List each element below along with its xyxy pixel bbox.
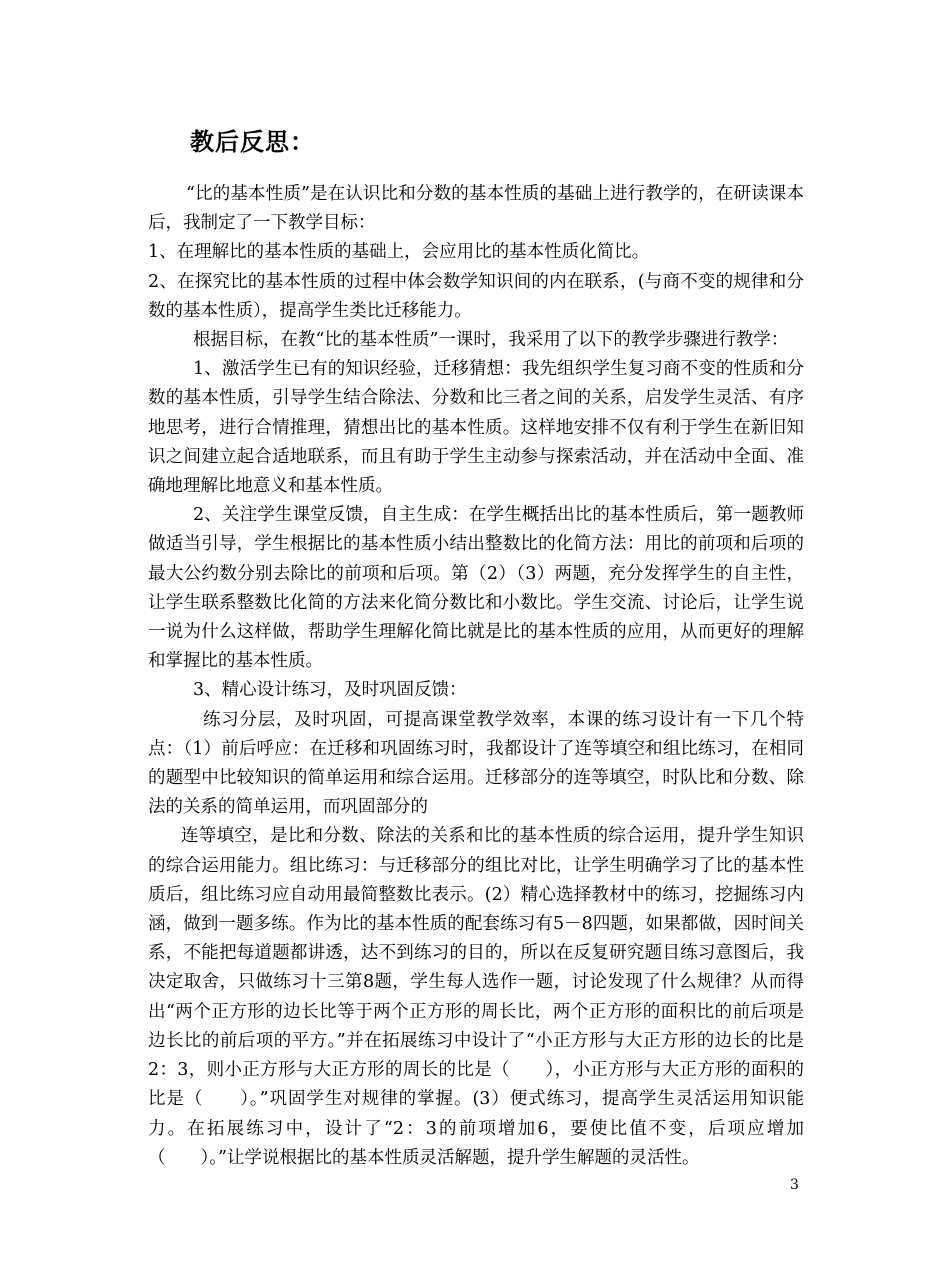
- paragraph-step-1: 1、激活学生已有的知识经验，迁移猜想：我先组织学生复习商不变的性质和分数的基本性质，引导学生结合除法、分数和比三者之间的关系，启发学生灵活、有序地思考，进行合情推理，猜想出比的基本性质。这样地安排不仅有利于学生在新旧知识之间建立起合适地联系，而且有助于学生主动参与探索活动，并在活动中全面、准确地理解比地意义和基本性质。: [148, 359, 804, 497]
- page-number: 3: [790, 1177, 799, 1193]
- paragraph-step-2: 2、关注学生课堂反馈，自主生成：在学生概括出比的基本性质后，第一题教师做适当引导，学生根据比的基本性质小结出整数比的化简方法：用比的前项和后项的最大公约数分别去除比的前项和后项。第（2）（3）两题，充分发挥学生的自主性，让学生联系整数比化简的方法来化简分数比和小数比。学生交流、讨论后，让学生说一说为什么这样做，帮助学生理解化简比就是比的基本性质的应用，从而更好的理解和掌握比的基本性质。: [148, 505, 804, 672]
- paragraph-practice: 练习分层，及时巩固，可提高课堂教学效率，本课的练习设计有一下几个特点：（1）前后呼应：在迁移和巩固练习时，我都设计了连等填空和组比练习，在相同的题型中比较知识的简单运用和综合运用。迁移部分的连等填空，时队比和分数、除法的关系的简单运用，而巩固部分的: [148, 709, 804, 818]
- paragraph-goal-1: 1、在理解比的基本性质的基础上，会应用比的基本性质化简比。: [148, 242, 650, 263]
- paragraph-intro: “比的基本性质”是在认识比和分数的基本性质的基础上进行教学的，在研读课本后，我制定了一下教学目标：: [148, 184, 804, 234]
- paragraph-goal-2: 2、在探究比的基本性质的过程中体会数学知识间的内在联系，(与商不变的规律和分数的基本性质），提高学生类比迁移能力。: [148, 271, 804, 321]
- section-heading: 教后反思：: [190, 128, 315, 156]
- paragraph-step-3: 3、精心设计练习，及时巩固反馈：: [193, 680, 467, 701]
- paragraph-practice-continued: 连等填空，是比和分数、除法的关系和比的基本性质的综合运用，提升学生知识的综合运用能力。组比练习：与迁移部分的组比对比，让学生明确学习了比的基本性质后，组比练习应自动用最简整数比表示。(2）精心选择教材中的练习，挖掘练习内涵，做到一题多练。作为比的基本性质的配套练习有5－8四题，如果都做，因时间关系，不能把每道题都讲透，达不到练习的目的，所以在反复研究题目练习意图后，我决定取舍，只做练习十三第8题，学生每人选作一题，讨论发现了什么规律？从而得出“两个正方形的边长比等于两个正方形的周长比，两个正方形的面积比的前后项是边长比的前后项的平方。”并在拓展练习中设计了“小正方形与大正方形的边长的比是2：3，则小正方形与大正方形的周长的比是（ ），小正方形与大正方形的面积的比是（ ）。”巩固学生对规律的掌握。(3）便式练习，提高学生灵活运用知识能力。在拓展练习中，设计了“2：3的前项增加6，要使比值不变，后项应增加（ ）。”让学说根据比的基本性质灵活解题，提升学生解题的灵活性。: [148, 826, 804, 1168]
- reflection-body: [148, 180, 804, 1173]
- paragraph-steps-intro: 根据目标，在教“比的基本性质”一课时，我采用了以下的教学步骤进行教学：: [193, 330, 789, 351]
